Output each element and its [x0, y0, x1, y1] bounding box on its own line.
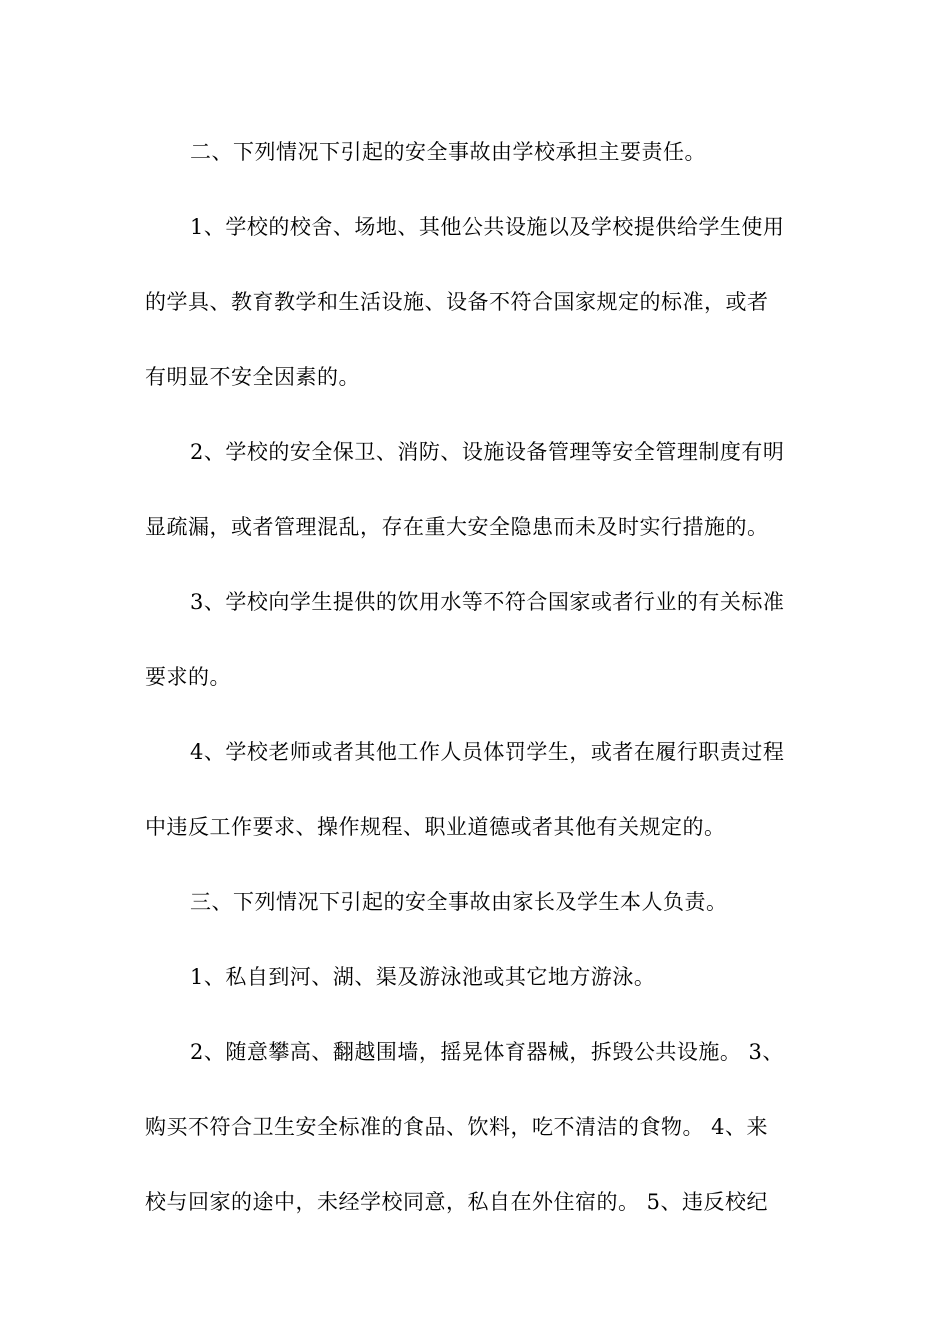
paragraph-line: 购买不符合卫生安全标准的食品、饮料，吃不清洁的食物。 4、来 [145, 1115, 769, 1139]
paragraph-line: 中违反工作要求、操作规程、职业道德或者其他有关规定的。 [145, 815, 726, 839]
paragraph-line: 1、私自到河、湖、渠及游泳池或其它地方游泳。 [190, 965, 656, 989]
section-heading-three: 三、下列情况下引起的安全事故由家长及学生本人负责。 [190, 890, 728, 914]
paragraph-line: 的学具、教育教学和生活设施、设备不符合国家规定的标准，或者 [145, 290, 769, 314]
paragraph-line: 4、学校老师或者其他工作人员体罚学生，或者在履行职责过程 [190, 740, 785, 764]
paragraph-line: 2、随意攀高、翻越围墙，摇晃体育器械，拆毁公共设施。 3、 [190, 1040, 784, 1064]
paragraph-line: 显疏漏，或者管理混乱，存在重大安全隐患而未及时实行措施的。 [145, 515, 769, 539]
paragraph-line: 2、学校的安全保卫、消防、设施设备管理等安全管理制度有明 [190, 440, 785, 464]
paragraph-line: 1、学校的校舍、场地、其他公共设施以及学校提供给学生使用 [190, 215, 785, 239]
paragraph-line: 有明显不安全因素的。 [145, 365, 360, 389]
section-heading-two: 二、下列情况下引起的安全事故由学校承担主要责任。 [190, 140, 706, 164]
paragraph-line: 要求的。 [145, 665, 231, 689]
paragraph-line: 校与回家的途中，未经学校同意，私自在外住宿的。 5、违反校纪 [145, 1190, 769, 1214]
paragraph-line: 3、学校向学生提供的饮用水等不符合国家或者行业的有关标准 [190, 590, 785, 614]
